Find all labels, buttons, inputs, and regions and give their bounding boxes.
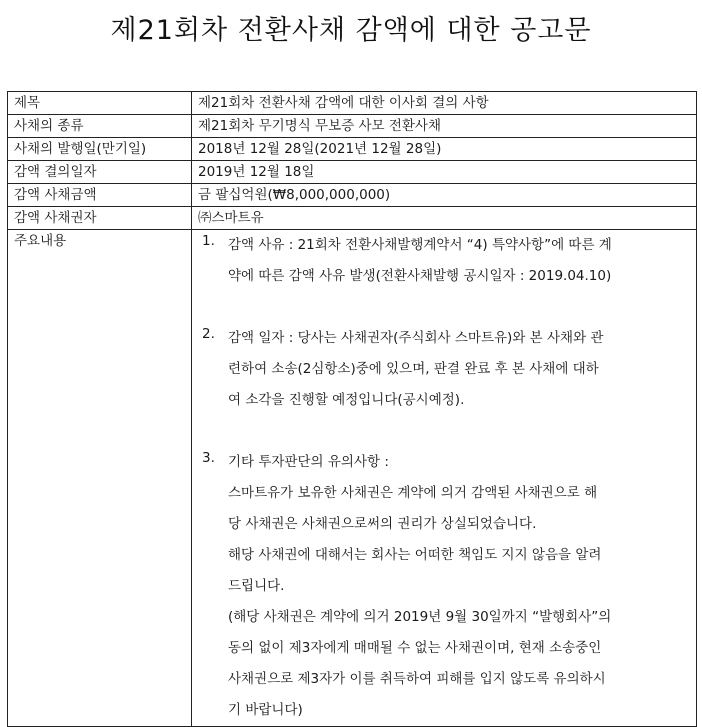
text-line: 당 사채권은 사채권으로써의 권리가 상실되었습니다. xyxy=(228,516,537,532)
row-label: 사채의 종류 xyxy=(8,115,192,138)
row-value: 금 팔십억원(₩8,000,000,000) xyxy=(192,184,697,207)
item-number: 1. xyxy=(202,233,215,249)
table-row-resolution-date xyxy=(8,161,697,184)
page-title: 제21회차 전환사채 감액에 대한 공고문 xyxy=(110,15,592,46)
row-label: 주요내용 xyxy=(8,230,192,727)
item-text xyxy=(228,323,688,416)
text-line: 기 바랍니다) xyxy=(228,702,303,718)
table-row-reduction-amount xyxy=(8,184,697,207)
table-row-main-content xyxy=(8,230,697,727)
text-line: 여 소각을 진행할 예정입니다(공시예정). xyxy=(228,392,465,408)
row-value: 제21회차 전환사채 감액에 대한 이사회 결의 사항 xyxy=(192,92,697,115)
content-item-1 xyxy=(202,230,688,292)
text-line: 사채권으로 제3자가 이를 취득하여 피해를 입지 않도록 유의하시 xyxy=(228,671,606,687)
row-value: ㈜스마트유 xyxy=(192,207,697,230)
table-row-issue-date xyxy=(8,138,697,161)
table-row-bond-type xyxy=(8,115,697,138)
row-label: 감액 사채금액 xyxy=(8,184,192,207)
content-item-2 xyxy=(202,323,688,416)
main-content xyxy=(192,230,697,727)
row-value: 2019년 12월 18일 xyxy=(192,161,697,184)
item-text xyxy=(228,230,688,292)
text-line: 동의 없이 제3자에게 매매될 수 없는 사채권이며, 현재 소송중인 xyxy=(228,640,602,656)
text-line: 드립니다. xyxy=(228,578,285,594)
row-label: 사채의 발행일(만기일) xyxy=(8,138,192,161)
row-value: 제21회차 무기명식 무보증 사모 전환사채 xyxy=(192,115,697,138)
item-number: 2. xyxy=(202,326,215,342)
row-label: 감액 사채권자 xyxy=(8,207,192,230)
item-text xyxy=(228,447,688,726)
text-line: 기타 투자판단의 유의사항 : xyxy=(228,454,389,470)
text-line: 스마트유가 보유한 사채권은 계약에 의거 감액된 사채권으로 해 xyxy=(228,485,598,501)
text-line: (해당 사채권은 계약에 의거 2019년 9월 30일까지 “발행회사”의 xyxy=(228,609,612,625)
row-label: 제목 xyxy=(8,92,192,115)
text-line: 약에 따른 감액 사유 발생(전환사채발행 공시일자 : 2019.04.10) xyxy=(228,268,612,284)
row-label: 감액 결의일자 xyxy=(8,161,192,184)
content-item-3 xyxy=(202,447,688,726)
item-number: 3. xyxy=(202,450,215,466)
text-line: 감액 일자 : 당사는 사채권자(주식회사 스마트유)와 본 사채와 관 xyxy=(228,330,604,346)
table-row-bondholder xyxy=(8,207,697,230)
text-line: 련하여 소송(2심항소)중에 있으며, 판결 완료 후 본 사채에 대하 xyxy=(228,361,599,377)
text-line: 감액 사유 : 21회차 전환사채발행계약서 “4) 특약사항”에 따른 계 xyxy=(228,237,612,253)
notice-table xyxy=(7,91,697,727)
table-row-subject xyxy=(8,92,697,115)
text-line: 해당 사채권에 대해서는 회사는 어떠한 책임도 지지 않음을 알려 xyxy=(228,547,602,563)
row-value: 2018년 12월 28일(2021년 12월 28일) xyxy=(192,138,697,161)
